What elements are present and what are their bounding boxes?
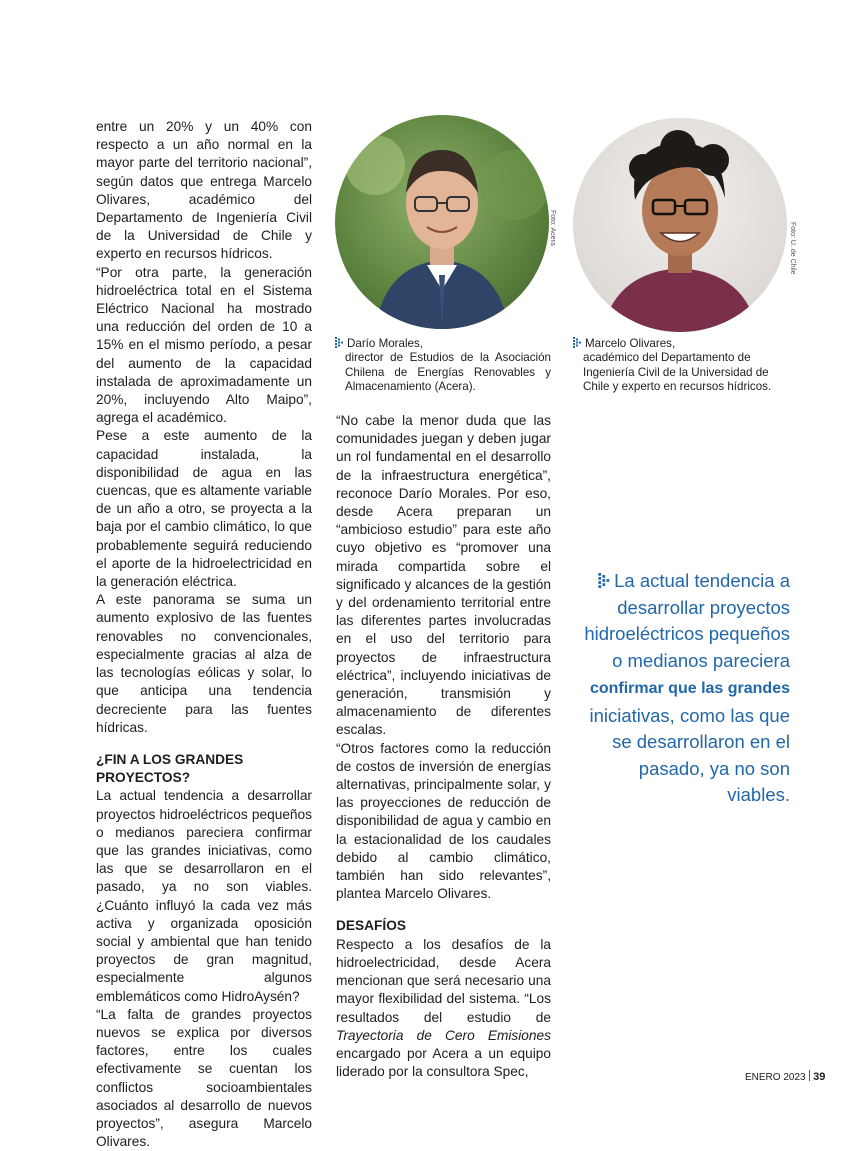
issue-label: ENERO 2023 xyxy=(745,1072,806,1083)
dots-bullet-icon xyxy=(598,573,611,588)
section-heading: ¿FIN A LOS GRANDES PROYECTOS? xyxy=(96,751,244,786)
caption-name-line xyxy=(335,337,551,351)
paragraph: Respecto a los desafíos de la hidroelectricidad, desde Acera mencionan que será necesario una mayor flexibilidad del sistema. “Los resultados del estudio de Trayectoria de Cero Emisiones encargado por Acera a un equipo liderado por la consultora Spec, xyxy=(336,936,551,1080)
caption-name-line xyxy=(573,337,791,351)
portrait-marcelo-olivares xyxy=(573,118,787,332)
footer-divider xyxy=(809,1070,811,1081)
paragraph: “La falta de grandes proyectos nuevos se explica por diversos factores, entre los cuales efectivamente se cuentan los conflictos socioambientales asociados al desarrollo de nuevos proyectos”, asegura Marcelo Olivares. xyxy=(96,1006,312,1150)
study-title: Trayectoria de Cero Emisiones xyxy=(336,1027,551,1043)
page-footer xyxy=(745,1070,825,1083)
photo-credit: Foto: Acera xyxy=(549,210,556,246)
photo-caption xyxy=(573,337,791,395)
portrait-illustration xyxy=(573,118,787,332)
pull-quote-emphasis: confirmar que las grandes xyxy=(589,680,790,697)
portrait-dario-morales xyxy=(335,115,549,329)
pull-quote-text: iniciativas, como las que se desarrollaron en el pasado, ya no son viables. xyxy=(589,704,790,805)
paragraph: “Por otra parte, la generación hidroeléctrica total en el Sistema Eléctrico Nacional ha mostrado una reducción del orden de 10 a 15% en el mismo período, a pesar del aumento de la capacidad instalada de aproximadamente un 20%, incluyendo Alto Maipo”, agrega el académico. xyxy=(96,264,312,426)
photo-caption xyxy=(335,337,551,395)
pull-quote xyxy=(576,568,790,809)
dots-bullet-icon xyxy=(573,337,582,348)
paragraph: A este panorama se suma un aumento explosivo de las fuentes renovables no convencionales, especialmente gracias al alza de las tecnologías eólicas y solar, lo que anticipa una tendencia decreciente para las fuentes hídricas. xyxy=(96,592,312,735)
paragraph: “Otros factores como la reducción de costos de inversión de energías alternativas, principalmente solar, y las proyecciones de reducción de disponibilidad de agua y cambio en la estacionalidad de los caudales debido al cambio climático, también han sido relevantes”, plantea Marcelo Olivares. xyxy=(336,740,551,902)
paragraph: La actual tendencia a desarrollar proyectos hidroeléctricos pequeños o medianos pareciera confirmar que las grandes iniciativas, como las que se desarrollaron en el pasado, ya no son viables. ¿Cuánto influyó la cada vez más activa y organizada oposición social y ambiental que han tenido proyectos de gran magnitud, especialmente algunos emblemáticos como HidroAysén? xyxy=(96,788,312,1004)
article-column-1 xyxy=(96,118,312,1151)
paragraph: “No cabe la menor duda que las comunidades juegan y deben jugar un rol fundamental en el desarrollo de la infraestructura energética”, reconoce Darío Morales. Por eso, desde Acera preparan un “ambicioso estudio” para este año cuyo objetivo es “promover una mirada compartida sobre el significado y alcances de la gestión y del ordenamiento territorial entre las diferentes partes involucradas en el uso del territorio para proyectos de infraestructura eléctrica”, incluyendo iniciativas de generación, transmisión y almacenamiento de diferentes escalas. xyxy=(336,413,551,738)
caption-role: académico del Departamento de Ingeniería Civil de la Universidad de Chile y experto en recursos hídricos. xyxy=(583,351,772,394)
pull-quote-text: La actual tendencia a desarrollar proyectos hidroeléctricos pequeños o medianos pareciera xyxy=(584,570,790,671)
portrait-illustration xyxy=(335,115,549,329)
paragraph: Pese a este aumento de la capacidad instalada, la disponibilidad de agua en las cuencas, que es altamente variable de un año a otro, se proyecta a la baja por el cambio climático, lo que probablemente seguirá reduciendo el aporte de la hidroelectricidad en la generación eléctrica. xyxy=(96,428,312,590)
paragraph: entre un 20% y un 40% con respecto a un año normal en la mayor parte del territorio nacional”, según datos que entrega Marcelo Olivares, académico del Departamento de Ingeniería Civil de la Universidad de Chile y experto en recursos hídricos. xyxy=(96,119,312,262)
article-column-2 xyxy=(336,412,551,1081)
caption-name: Marcelo Olivares, xyxy=(585,337,676,350)
dots-bullet-icon xyxy=(335,337,344,348)
page-number: 39 xyxy=(813,1071,826,1083)
photo-credit: Foto: U. de Chile xyxy=(789,222,796,275)
caption-name: Darío Morales, xyxy=(347,337,424,350)
caption-role: director de Estudios de la Asociación Chilena de Energías Renovables y Almacenamiento (Acera). xyxy=(345,351,551,394)
section-heading: DESAFÍOS xyxy=(336,918,406,934)
